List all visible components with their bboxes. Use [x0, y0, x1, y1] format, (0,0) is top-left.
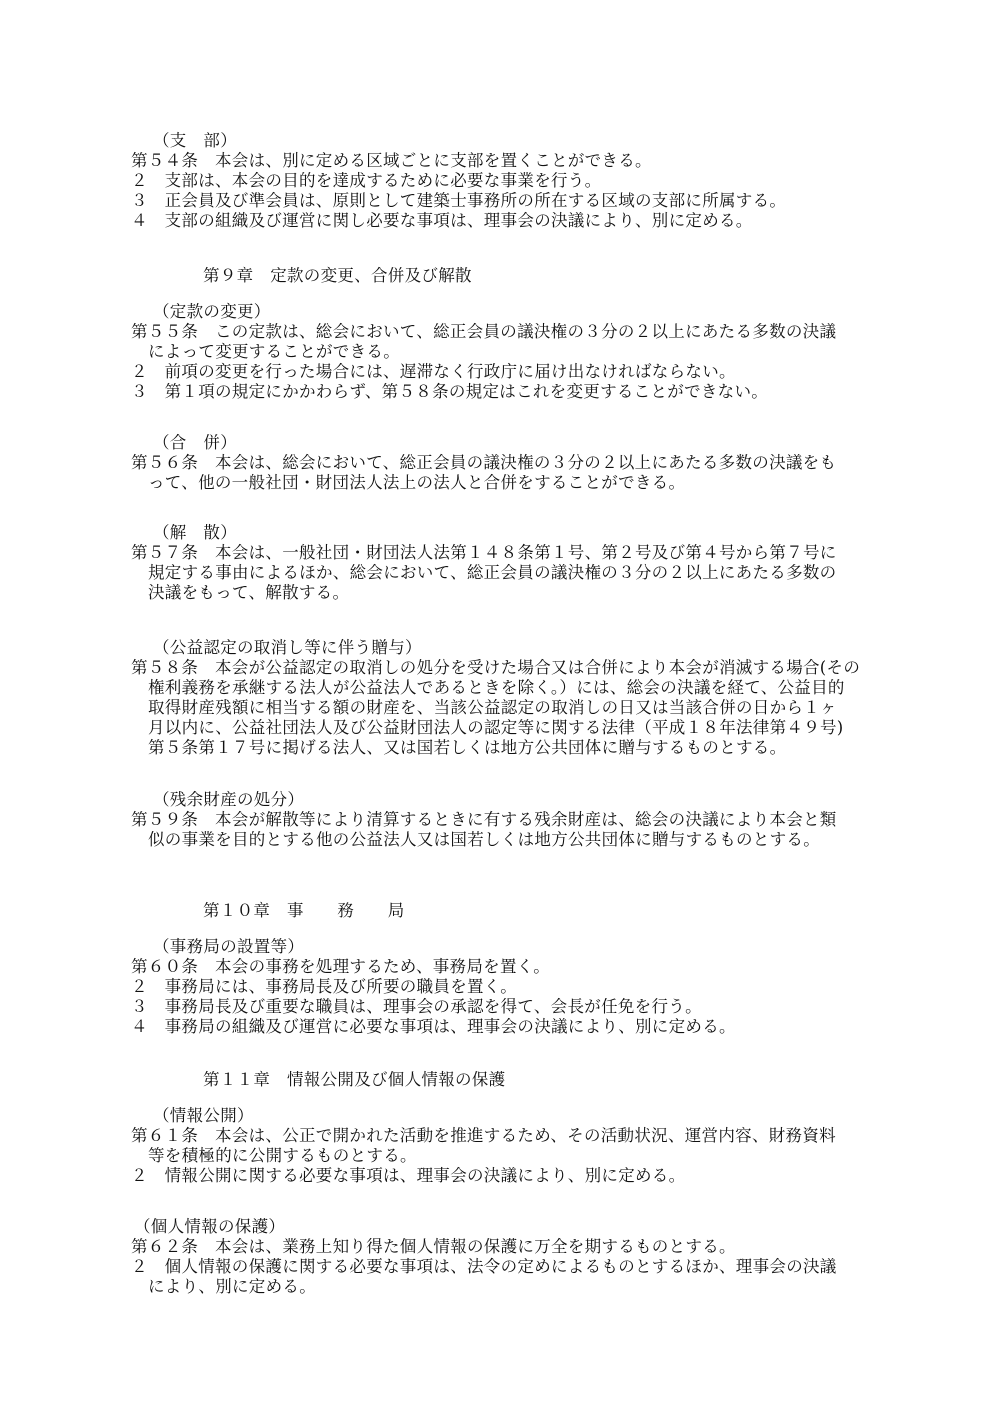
article-line: 第５８条 本会が公益認定の取消しの処分を受けた場合又は合併により本会が消滅する場合(その [131, 658, 861, 677]
article-caption: （合 併） [153, 433, 237, 452]
article-line: 第５５条 この定款は、総会において、総正会員の議決権の３分の２以上にあたる多数の決議 [131, 322, 837, 341]
article-line: ３ 第１項の規定にかかわらず、第５８条の規定はこれを変更することができない。 [131, 382, 769, 401]
article-continuation-line: によって変更することができる。 [148, 342, 400, 361]
article-continuation-line: って、他の一般社団・財団法人法上の法人と合併をすることができる。 [148, 473, 686, 492]
article-line: ４ 事務局の組織及び運営に必要な事項は、理事会の決議により、別に定める。 [131, 1017, 736, 1036]
article-continuation-line: 月以内に、公益社団法人及び公益財団法人の認定等に関する法律（平成１８年法律第４９号) [148, 718, 844, 737]
article-continuation-line: 等を積極的に公開するものとする。 [148, 1146, 417, 1165]
article-line: ２ 情報公開に関する必要な事項は、理事会の決議により、別に定める。 [131, 1166, 686, 1185]
chapter-heading: 第１０章 事 務 局 [203, 901, 405, 920]
chapter-heading: 第１１章 情報公開及び個人情報の保護 [203, 1070, 506, 1089]
article-caption: （情報公開） [153, 1106, 254, 1125]
article-line: 第５７条 本会は、一般社団・財団法人法第１４８条第１号、第２号及び第４号から第７号に [131, 543, 837, 562]
article-line: 第５９条 本会が解散等により清算するときに有する残余財産は、総会の決議により本会と類 [131, 810, 837, 829]
article-line: ２ 支部は、本会の目的を達成するために必要な事業を行う。 [131, 171, 602, 190]
article-caption: （支 部） [153, 131, 237, 150]
article-continuation-line: 第５条第１７号に掲げる法人、又は国若しくは地方公共団体に贈与するものとする。 [148, 738, 787, 757]
article-line: ４ 支部の組織及び運営に関し必要な事項は、理事会の決議により、別に定める。 [131, 211, 753, 230]
article-line: 第５６条 本会は、総会において、総正会員の議決権の３分の２以上にあたる多数の決議をも [131, 453, 837, 472]
article-continuation-line: 規定する事由によるほか、総会において、総正会員の議決権の３分の２以上にあたる多数の [148, 563, 837, 582]
article-line: ２ 事務局には、事務局長及び所要の職員を置く。 [131, 977, 518, 996]
article-caption: （残余財産の処分） [153, 790, 305, 809]
article-continuation-line: 似の事業を目的とする他の公益法人又は国若しくは地方公共団体に贈与するものとする。 [148, 830, 820, 849]
article-line: 第６０条 本会の事務を処理するため、事務局を置く。 [131, 957, 551, 976]
article-continuation-line: により、別に定める。 [148, 1277, 316, 1296]
article-caption: （個人情報の保護） [134, 1217, 286, 1236]
article-caption: （定款の変更） [153, 302, 271, 321]
chapter-heading: 第９章 定款の変更、合併及び解散 [203, 266, 472, 285]
article-caption: （公益認定の取消し等に伴う贈与） [153, 638, 422, 657]
article-continuation-line: 権利義務を承継する法人が公益法人であるときを除く。）には、総会の決議を経て、公益目的 [148, 678, 845, 697]
article-continuation-line: 取得財産残額に相当する額の財産を、当該公益認定の取消しの日又は当該合併の日から１ヶ [148, 698, 837, 717]
article-line: 第５４条 本会は、別に定める区域ごとに支部を置くことができる。 [131, 151, 652, 170]
article-line: ３ 正会員及び準会員は、原則として建築士事務所の所在する区域の支部に所属する。 [131, 191, 787, 210]
article-continuation-line: 決議をもって、解散する。 [148, 583, 350, 602]
article-line: 第６２条 本会は、業務上知り得た個人情報の保護に万全を期するものとする。 [131, 1237, 736, 1256]
article-line: ３ 事務局長及び重要な職員は、理事会の承認を得て、会長が任免を行う。 [131, 997, 702, 1016]
article-caption: （事務局の設置等） [153, 937, 305, 956]
article-line: ２ 個人情報の保護に関する必要な事項は、法令の定めによるものとするほか、理事会の決議 [131, 1257, 837, 1276]
article-caption: （解 散） [153, 523, 237, 542]
article-line: 第６１条 本会は、公正で開かれた活動を推進するため、その活動状況、運営内容、財務資料 [131, 1126, 836, 1145]
article-line: ２ 前項の変更を行った場合には、遅滞なく行政庁に届け出なければならない。 [131, 362, 736, 381]
